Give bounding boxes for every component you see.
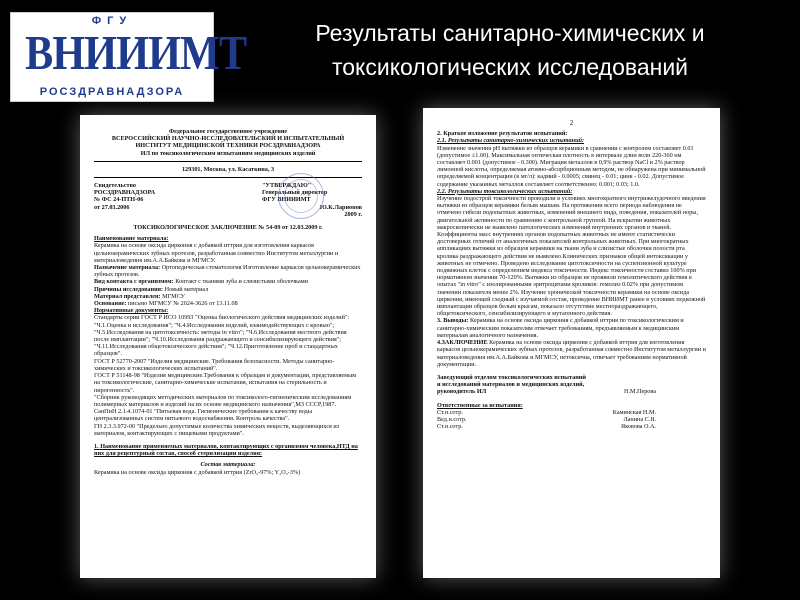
responsible-heading: Ответственные за испытания:	[437, 401, 523, 409]
divider	[94, 161, 362, 162]
doc-header-1: Федеральное государственное учреждение	[168, 128, 288, 135]
head-title-line: и исследований материалов и медицинских изделий,	[437, 381, 585, 389]
conclusion-title: ТОКСИКОЛОГИЧЕСКОЕ ЗАКЛЮЧЕНИЕ № 54-09 от 12.03.2009 г.	[133, 224, 323, 232]
material-purpose	[94, 264, 362, 278]
approve-line: "УТВЕРЖДАЮ"	[262, 182, 312, 190]
approve-line: Генеральный директор	[262, 189, 328, 197]
section-heading: Наименование материала:	[94, 235, 169, 243]
section-heading: Материал представлен:	[94, 292, 161, 300]
cert-line: № ФС 24-ПТН-06	[94, 196, 144, 204]
section-2-1-text: Изменение значения pH вытяжки из образцов керамики в сравнении с контролем составляет 0.01 (допустимое ±1.00). Максимальная оптическая плотность в интервале длин волн 220-360 нм составляет 0.001 (допустимое - 0.300). Миграция металлов в 0,9% раствор NaCl и 2% раствор лимонной кислоты, определяемая атомно-абсорбционным методом, не обнаружена при минимальной определяемой концентрации (в мг/л): кадмий - 0.0005; свинец - 0.01; цинк - 0.02. Допустимое содержание указанных металлов составляет соответственно: 0.001; 0.03; 1.0.	[437, 144, 706, 188]
section-text: Керамика на основе оксида циркония с добавкой иттрия по токсикологическим и санитарно-химическим показателям отвечает требованиям, предъявляемым к медицинским материалам аналогичного назначения.	[437, 317, 684, 339]
logo-main-text: ВНИИИМТ	[25, 25, 247, 80]
section-text: Контакт с тканями зуба и слизистыми оболочками	[175, 278, 308, 286]
doc-header-2: ВСЕРОССИЙСКИЙ НАУЧНО-ИССЛЕДОВАТЕЛЬСКИЙ И ИСПЫТАТЕЛЬНЫЙ	[111, 135, 345, 143]
approve-line: 2009 г.	[344, 210, 362, 218]
doc-header-3: ИНСТИТУТ МЕДИЦИНСКОЙ ТЕХНИКИ РОСЗДРАВНАДЗОРА	[135, 142, 321, 150]
responsible-row	[437, 409, 706, 416]
section-3	[437, 317, 706, 339]
section-1-heading: 1. Наименование применяемых материалов, контактирующих с организмом человека,НТД на них для рецептурный состав, способ стерилизации изделия:	[94, 442, 358, 458]
doc-header-4: ИЛ по токсикологическим испытаниям медицинских изделий	[140, 149, 316, 157]
section-heading: Нормативные документы:	[94, 307, 169, 315]
cert-line: РОСЗДРАВНАДЗОРА	[94, 189, 156, 197]
head-name: Н.М.Перова	[623, 388, 656, 396]
stamp-inner-mark	[284, 179, 318, 213]
document-page-2	[423, 108, 720, 578]
responsible-name: Яковова О.А.	[620, 423, 656, 431]
slide-title-line2: токсикологических исследований	[331, 54, 689, 80]
responsible-role: Ст.н.сотр.	[437, 423, 463, 431]
section-heading: Причины исследования:	[94, 285, 164, 293]
composition-text: Керамика на основе оксида циркония с добавкой иттрия (ZrO₂-97%; Y₂O₃-3%)	[94, 468, 301, 476]
document-page-1	[80, 115, 376, 578]
section-heading: Вид контакта с организмом:	[94, 278, 174, 286]
section-text: "Сборник руководящих методических материалов по токсиколого-гигиеническим исследованиям полимерных материалов и изделий на их основе медицинского назначения",МЗ СССР,1987.	[94, 393, 352, 408]
contact-type	[94, 278, 362, 285]
responsible-row	[437, 416, 706, 423]
section-2-heading: 2. Краткое изложение результатов испытаний:	[437, 130, 568, 138]
material-name	[94, 235, 362, 264]
divider	[94, 177, 362, 178]
section-text: Ортопедическая стоматология Изготовление каркасов цельнокерамических зубных протезов.	[94, 264, 361, 279]
section-text: ГН 2.3.3.972-00 "Предельно допустимые количества химических веществ, выделяющихся из материалов, контактирующих с пищевыми продуктами".	[94, 422, 340, 437]
section-heading: 3. Выводы:	[437, 317, 469, 325]
logo-bottom-text: РОСЗДРАВНАДЗОРА	[39, 86, 185, 98]
section-text: Новый материал	[164, 285, 209, 293]
basis	[94, 300, 362, 307]
doc-address: 129301, Москва, ул. Касаткина, 3	[181, 165, 275, 173]
section-2-1-heading: 2.1. Результаты санитарно-химических испытаний:	[437, 137, 585, 145]
slide-title-line1: Результаты санитарно-химических и	[315, 20, 705, 46]
section-2-2-text: Изучение подострой токсичности проводили в условиях многократного внутрижелудочного введения вытяжки из образцов керамики белым мышам. На протяжении всего периода наблюдения не отмечено гибели подопытных животных, изменений внешнего вида, поведения, показателей норы, двигательной активности по сравнению с контрольной группой. На вскрытии животных макроскопически не выявлено патологических изменений внутренних органов и тканей. Коэффициенты масс внутренних органов подопытных животных не имеют статистически достоверных отличий от аналогичных показателей контрольных животных. При многократных аппликациях вытяжки из образцов керамики на ткани зуба и слизистые оболочки полости рта кролика раздражающего действия не выявлено.Клинических признаков общей интоксикации у животных не отмечено. Проведено исследование цитотоксичности на суспензионной культуре подвижных клеток с определением индекса токсичности. Индекс токсичности составил 100% при нормативном значении 70-120%. Вытяжки из образцов не проявили гемолитического действия в опытах "in vitro" с изолированными эритроцитами кроликов: гемолиз 0.02% при допустимом значении показателя менее 2%. Изучение хронической токсичности керамики на основе оксида циркония, имеющей сходный с изучаемой состав, проведение ВНИИМТ ранее в условиях подкожной имплантации образцов белым крысам, показало отсутствие местнораздражающего, общетоксического, сенсибилизирующего и мутагенного действия.	[437, 195, 706, 318]
applicant	[94, 293, 362, 300]
head-title-line: руководитель ИЛ	[437, 388, 487, 396]
section-text: Керамика на основе оксида циркония с добавкой иттрия для изготовления каркасов цельнокерамических зубных протезов, разработанная совместно Институтом металлургии и материаловедения им.А.А.Байкова и МГМСУ.	[94, 242, 339, 264]
section-heading: Назначение материала:	[94, 264, 161, 272]
section-text: письмо МГМСУ № 2024-3626 от 13.11.08	[127, 300, 238, 308]
responsible-row	[437, 423, 706, 430]
section-heading: Основание:	[94, 300, 127, 308]
approve-line: Ю.К.Ларионов	[319, 203, 362, 211]
vniiimt-logo	[10, 12, 247, 102]
section-text: МГМСУ	[162, 292, 186, 300]
cert-line: от 27.03.2006	[94, 203, 130, 211]
research-reason	[94, 286, 362, 293]
responsible-name: Каминская Н.М.	[612, 408, 656, 416]
certificate-block	[94, 182, 155, 218]
section-text: ГОСТ Р 52770-2007 "Изделия медицинские. Требования безопасности. Методы санитарно-химических и токсикологических испытаний".	[94, 357, 335, 372]
section-text: СанПиН 2.1.4.1074-01 "Питьевая вода. Гигиенические требования к качеству воды централизованных систем питьевого водоснабжения. Контроль качества".	[94, 408, 312, 423]
responsible-role: Вед.н.сотр.	[437, 415, 467, 423]
responsible-role: Ст.н.сотр.	[437, 408, 463, 416]
composition-heading: Состав материала:	[200, 461, 256, 469]
section-text: Стандарты серии ГОСТ Р ИСО 10993 "Оценка биологического действия медицинских изделий": "Ч.1.Оценка и исследования"; "Ч.4.Исследования изделий, взаимодействующих с кровью"; "Ч.5.Исследования на цитотоксичность: методы in vitro"; "Ч.6.Исследования местного действия после имплантации"; "Ч.10.Исследования раздражающего и сенсибилизирующего действия"; "Ч.11.Исследования общетоксического действия"; "Ч.12.Приготовление проб и стандартных образцов".	[94, 314, 350, 358]
slide-title	[225, 16, 795, 84]
logo-top-text: ФГУ	[91, 15, 133, 27]
section-2-2-heading: 2.2. Результаты токсикологических испытаний:	[437, 187, 573, 195]
page-number: 2	[569, 119, 574, 127]
head-signature-row	[437, 388, 706, 395]
section-heading: 4.ЗАКЛЮЧЕНИЕ	[437, 339, 488, 347]
head-signature-block	[437, 374, 706, 396]
normative-docs	[94, 307, 362, 437]
approve-line: ФГУ ВНИИИМТ	[262, 196, 311, 204]
section-text: Керамика на основе оксида циркония с добавкой иттрия для изготовления каркасов цельнокерамических зубных протезов, разработанная совместно Институтом металлургии и материаловедения им.А.А.Байкова и МГМСУ, нетоксична, отвечает требованиям нормативной документации.	[437, 339, 706, 368]
cert-line: Свидетельство	[94, 182, 136, 190]
section-4	[437, 339, 706, 368]
head-title-line: Заведующий отделом токсикологических испытаний	[437, 373, 586, 381]
section-text: ГОСТ Р 51148-98 "Изделия медицинские.Требования к образцам и документации, представляемым на токсикологические, санитарно-химические испытания, испытания на стерильность и пирогенность".	[94, 372, 357, 394]
responsible-name: Ланина С.Я.	[623, 415, 656, 423]
